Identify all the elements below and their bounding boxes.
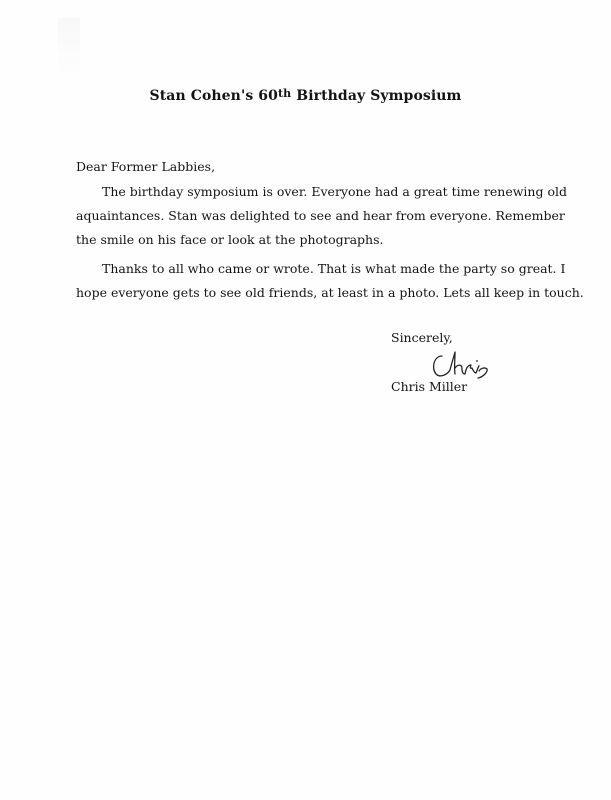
handwritten-signature xyxy=(428,346,498,382)
paragraph-1 xyxy=(76,180,567,252)
paragraph-1-line-3: the smile on his face or look at the photographs. xyxy=(76,232,384,247)
signer-name: Chris Miller xyxy=(391,379,468,394)
title-rest: Birthday Symposium xyxy=(291,88,462,104)
paragraph-2-line-1: Thanks to all who came or wrote. That is what made the party so great. I xyxy=(102,261,566,276)
paragraph-2 xyxy=(76,257,584,305)
title-main: Stan Cohen's 60 xyxy=(149,88,278,104)
salutation: Dear Former Labbies, xyxy=(76,159,216,174)
letter-title xyxy=(0,88,611,104)
closing: Sincerely, xyxy=(391,330,453,345)
paragraph-1-line-2: aquaintances. Stan was delighted to see and hear from everyone. Remember xyxy=(76,208,565,223)
paragraph-2-line-2: hope everyone gets to see old friends, at least in a photo. Lets all keep in touch. xyxy=(76,285,584,300)
title-ordinal-suffix: th xyxy=(278,87,292,100)
paragraph-1-line-1: The birthday symposium is over. Everyone had a great time renewing old xyxy=(102,184,567,199)
scan-artifact xyxy=(58,18,80,78)
